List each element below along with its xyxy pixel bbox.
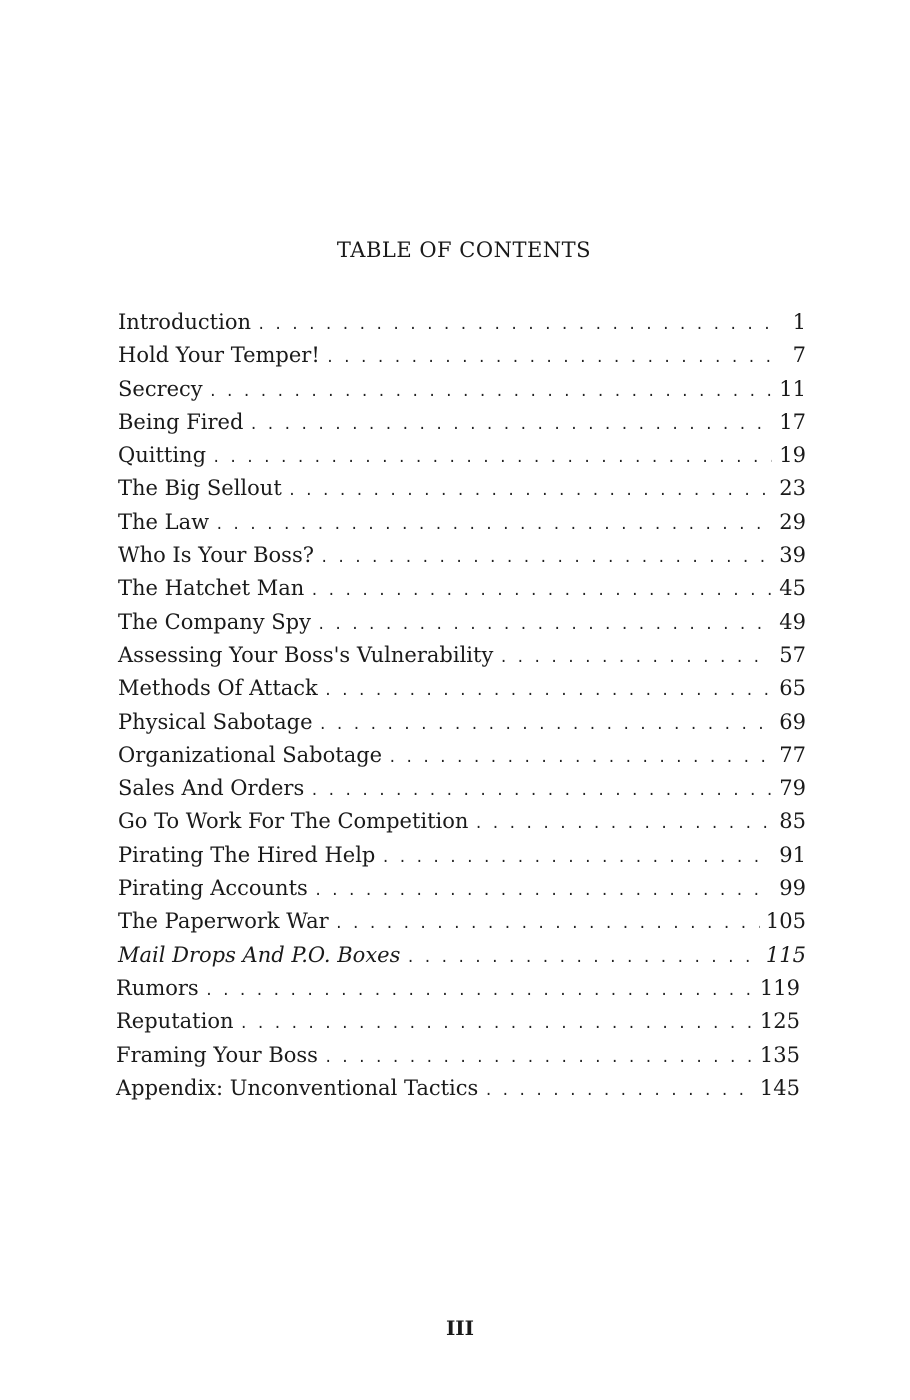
dot-leader [499, 642, 772, 675]
toc-entry-title: Mail Drops And P.O. Boxes [118, 942, 401, 967]
toc-entry [118, 939, 806, 972]
dot-leader [324, 675, 772, 708]
toc-entry-title: Rumors [116, 975, 199, 1000]
toc-entry [118, 872, 806, 905]
toc-entry [118, 439, 806, 472]
toc-entry [116, 1039, 800, 1072]
toc-entry-title: Who Is Your Boss? [118, 543, 314, 568]
toc-entry [118, 672, 806, 705]
toc-entry-title: Pirating The Hired Help [118, 842, 376, 867]
page-title: TABLE OF CONTENTS [336, 238, 592, 262]
dot-leader [484, 1075, 754, 1108]
toc-entry-page: 79 [779, 776, 806, 801]
toc-entry-page: 125 [759, 1009, 800, 1034]
toc-entry-page: 17 [779, 409, 806, 434]
toc-entry [118, 539, 806, 572]
toc-entry [118, 472, 806, 505]
toc-entry-title: The Hatchet Man [118, 576, 305, 601]
toc-entry-page: 39 [779, 543, 806, 568]
dot-leader [326, 342, 772, 375]
toc-entry [118, 706, 806, 739]
toc-entry-title: Framing Your Boss [116, 1042, 318, 1067]
dot-leader [209, 376, 772, 409]
toc-entry [116, 972, 800, 1005]
toc-entry-title: The Law [118, 509, 210, 534]
toc-entry-title: Go To Work For The Competition [118, 809, 469, 834]
toc-entry [116, 1072, 800, 1105]
toc-entry-page: 7 [792, 343, 806, 368]
toc-entry-page: 85 [779, 809, 806, 834]
toc-entry-title: Methods Of Attack [118, 676, 318, 701]
toc-entry [118, 572, 806, 605]
toc-entry-title: Quitting [118, 443, 207, 468]
dot-leader [212, 442, 772, 475]
toc-entry-title: Being Fired [118, 409, 244, 434]
toc-entry [118, 639, 806, 672]
page-number: III [445, 1316, 475, 1340]
dot-leader [324, 1042, 754, 1075]
dot-leader [474, 808, 772, 841]
toc-entry-title: Secrecy [118, 376, 203, 401]
toc-entry-page: 57 [779, 642, 806, 667]
dot-leader [310, 775, 772, 808]
dot-leader [381, 842, 772, 875]
toc-entry [118, 606, 806, 639]
toc-entry-page: 69 [779, 709, 806, 734]
toc-entry-title: Hold Your Temper! [118, 343, 320, 368]
toc-entry-page: 23 [779, 476, 806, 501]
toc-entry-page: 145 [759, 1075, 800, 1100]
toc-entry-page: 65 [779, 676, 806, 701]
dot-leader [205, 975, 754, 1008]
toc-entry-page: 99 [779, 876, 806, 901]
toc-entry-page: 77 [779, 742, 806, 767]
dot-leader [317, 609, 772, 642]
toc-entry-title: Assessing Your Boss's Vulnerability [118, 642, 494, 667]
toc-entry-page: 91 [779, 842, 806, 867]
toc-entry-page: 49 [779, 609, 806, 634]
toc-entry-title: Reputation [116, 1009, 234, 1034]
dot-leader [310, 575, 772, 608]
toc-entry-title: Introduction [118, 310, 251, 334]
toc-entry-title: Pirating Accounts [118, 876, 308, 901]
dot-leader [320, 542, 772, 575]
toc-entry [118, 506, 806, 539]
toc-entry-page: 11 [779, 376, 806, 401]
toc-entry-page: 135 [759, 1042, 800, 1067]
toc-entry [118, 839, 806, 872]
toc-entry-page: 105 [765, 909, 806, 934]
toc-entry-page: 119 [759, 975, 800, 1000]
dot-leader [215, 509, 772, 542]
dot-leader [319, 709, 772, 742]
toc-entry-title: The Company Spy [118, 609, 311, 634]
toc-entry-title: Appendix: Unconventional Tactics [116, 1075, 479, 1100]
toc-entry-page: 19 [779, 443, 806, 468]
toc-entry-title: Physical Sabotage [118, 709, 313, 734]
dot-leader [288, 475, 772, 508]
toc-entry [118, 373, 806, 406]
toc-entry-title: The Paperwork War [118, 909, 329, 934]
dot-leader [257, 309, 772, 342]
dot-leader [335, 908, 760, 941]
dot-leader [406, 942, 760, 975]
toc-entry-page: 115 [765, 942, 806, 967]
dot-leader [314, 875, 772, 908]
toc-entry [118, 406, 806, 439]
toc-entry-title: The Big Sellout [118, 476, 282, 501]
toc-entry-page: 1 [792, 310, 806, 334]
toc-entry [118, 805, 806, 838]
toc-entry [118, 306, 806, 339]
toc-entry-title: Sales And Orders [118, 776, 305, 801]
dot-leader [249, 409, 772, 442]
toc-entry [118, 772, 806, 805]
toc-entry [118, 905, 806, 938]
dot-leader [388, 742, 772, 775]
toc-entry [118, 739, 806, 772]
dot-leader [240, 1008, 754, 1041]
toc-list [118, 306, 806, 1105]
toc-entry [116, 1005, 800, 1038]
toc-entry [118, 339, 806, 372]
toc-entry-page: 29 [779, 509, 806, 534]
toc-entry-title: Organizational Sabotage [118, 742, 383, 767]
toc-entry-page: 45 [779, 576, 806, 601]
